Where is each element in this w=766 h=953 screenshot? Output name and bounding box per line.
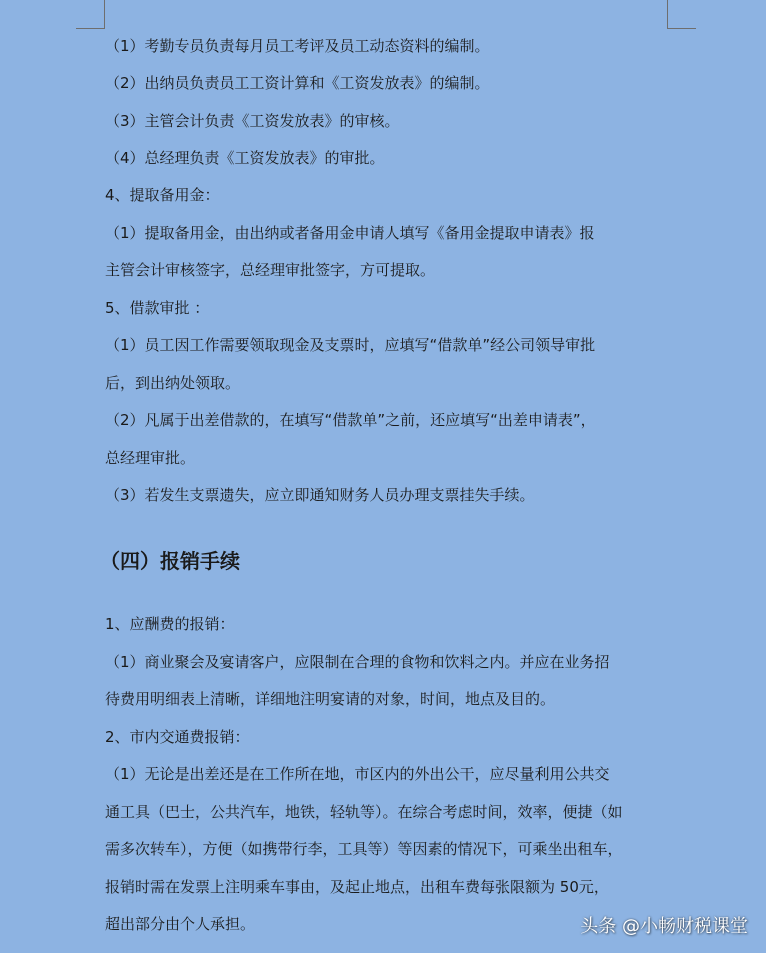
- paragraph-line: 后，到出纳处领取。: [105, 374, 241, 392]
- paragraph-line: （1）提取备用金，由出纳或者备用金申请人填写《备用金提取申请表》报: [105, 224, 595, 242]
- paragraph-line: （3）若发生支票遗失，应立即通知财务人员办理支票挂失手续。: [105, 486, 535, 504]
- paragraph-line: （2）凡属于出差借款的，在填写“借款单”之前，还应填写“出差申请表”，: [105, 411, 596, 429]
- section-heading: （四）报销手续: [100, 549, 240, 573]
- watermark-label: 头条 @小畅财税课堂: [580, 916, 748, 937]
- paragraph-line: （2）出纳员负责员工工资计算和《工资发放表》的编制。: [105, 74, 490, 92]
- paragraph-line: （1）员工因工作需要领取现金及支票时，应填写“借款单”经公司领导审批: [105, 336, 596, 354]
- section-item-title: 2、市内交通费报销：: [105, 728, 250, 746]
- paragraph-line: （1）考勤专员负责每月员工考评及员工动态资料的编制。: [105, 37, 490, 55]
- paragraph-line: 需多次转车），方便（如携带行李，工具等）等因素的情况下，可乘坐出租车，: [105, 840, 623, 858]
- section-item-title: 1、应酬费的报销：: [105, 615, 235, 633]
- paragraph-line: （4）总经理负责《工资发放表》的审批。: [105, 149, 385, 167]
- paragraph-line: 总经理审批。: [105, 449, 196, 467]
- paragraph-line: （1）无论是出差还是在工作所在地，市区内的外出公干，应尽量利用公共交: [105, 765, 610, 783]
- paragraph-line: 待费用明细表上清晰，详细地注明宴请的对象，时间，地点及目的。: [105, 690, 556, 708]
- paragraph-line: 主管会计审核签字，总经理审批签字，方可提取。: [105, 261, 436, 279]
- section-item-title: 5、借款审批 ：: [105, 299, 210, 317]
- paragraph-line: （3）主管会计负责《工资发放表》的审核。: [105, 112, 400, 130]
- paragraph-line: 通工具（巴士，公共汽车，地铁，轻轨等）。在综合考虑时间，效率，便捷（如: [105, 803, 623, 821]
- paragraph-line: 报销时需在发票上注明乘车事由，及起止地点，出租车费每张限额为 50元，: [105, 878, 609, 896]
- paragraph-line: （1）商业聚会及宴请客户，应限制在合理的食物和饮料之内。并应在业务招: [105, 653, 610, 671]
- section-item-title: 4、提取备用金：: [105, 186, 220, 204]
- paragraph-line: 超出部分由个人承担。: [105, 915, 256, 933]
